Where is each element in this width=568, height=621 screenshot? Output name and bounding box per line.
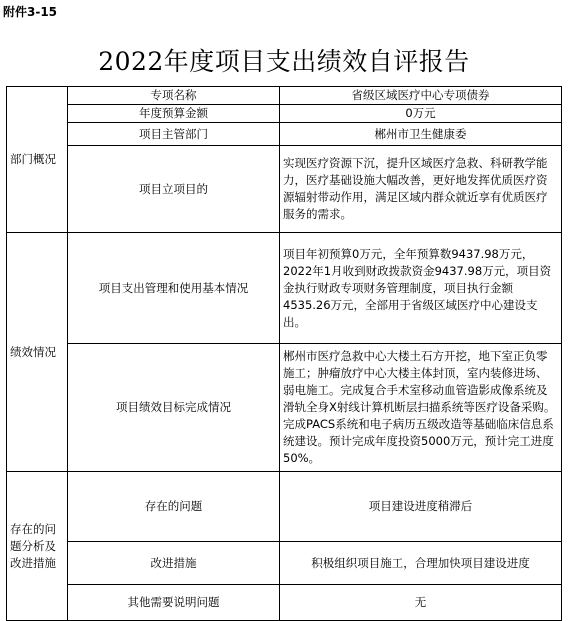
row-value-improvements: 积极组织项目施工，合理加快项目建设进度 bbox=[280, 542, 562, 585]
section-perf-label: 绩效情况 bbox=[7, 233, 68, 472]
row-label-problems: 存在的问题 bbox=[68, 472, 280, 542]
table-row bbox=[7, 585, 562, 621]
row-value-management: 项目年初预算0万元，全年预算数9437.98万元，2022年1月收到财政拨款资金9437.98万元，项目资金执行财政专项财务管理制度，项目执行金额4535.26万元，全部用于省级区域医疗中心建设支出。 bbox=[280, 233, 562, 344]
row-label-purpose: 项目立项目的 bbox=[68, 146, 280, 233]
section-dept-label: 部门概况 bbox=[7, 87, 68, 233]
attachment-label: 附件3-15 bbox=[3, 5, 58, 19]
table-row bbox=[7, 472, 562, 542]
table-row bbox=[7, 233, 562, 344]
section-issues-label: 存在的问题分析及改进措施 bbox=[7, 472, 68, 621]
row-label-improvements: 改进措施 bbox=[68, 542, 280, 585]
row-value-other: 无 bbox=[280, 585, 562, 621]
row-label-project-name: 专项名称 bbox=[68, 87, 280, 105]
report-table bbox=[6, 86, 562, 621]
table-row bbox=[7, 87, 562, 105]
table-row bbox=[7, 542, 562, 585]
row-value-purpose: 实现医疗资源下沉，提升区域医疗急救、科研教学能力，医疗基础设施大幅改善，更好地发挥优质医疗资源辐射带动作用，满足区域内群众就近享有优质医疗服务的需求。 bbox=[280, 146, 562, 233]
table-row bbox=[7, 105, 562, 123]
table-row bbox=[7, 123, 562, 146]
row-value-department: 郴州市卫生健康委 bbox=[280, 123, 562, 146]
row-label-goal-completion: 项目绩效目标完成情况 bbox=[68, 344, 280, 472]
row-value-budget: 0万元 bbox=[280, 105, 562, 123]
table-row bbox=[7, 344, 562, 472]
row-label-budget: 年度预算金额 bbox=[68, 105, 280, 123]
report-title: 2022年度项目支出绩效自评报告 bbox=[98, 47, 470, 76]
row-value-problems: 项目建设进度稍滞后 bbox=[280, 472, 562, 542]
row-label-other: 其他需要说明问题 bbox=[68, 585, 280, 621]
row-value-goal-completion: 郴州市医疗急救中心大楼土石方开挖，地下室正负零施工；肿瘤放疗中心大楼主体封顶，室内装修进场、弱电施工。完成复合手术室移动血管造影成像系统及滑轨全身X射线计算机断层扫描系统等医疗设备采购。完成PACS系统和电子病历五级改造等基础临床信息系统建设。预计完成年度投资5000万元，预计完工进度50%。 bbox=[280, 344, 562, 472]
row-label-management: 项目支出管理和使用基本情况 bbox=[68, 233, 280, 344]
table-row bbox=[7, 146, 562, 233]
row-label-department: 项目主管部门 bbox=[68, 123, 280, 146]
row-value-project-name: 省级区域医疗中心专项债券 bbox=[280, 87, 562, 105]
